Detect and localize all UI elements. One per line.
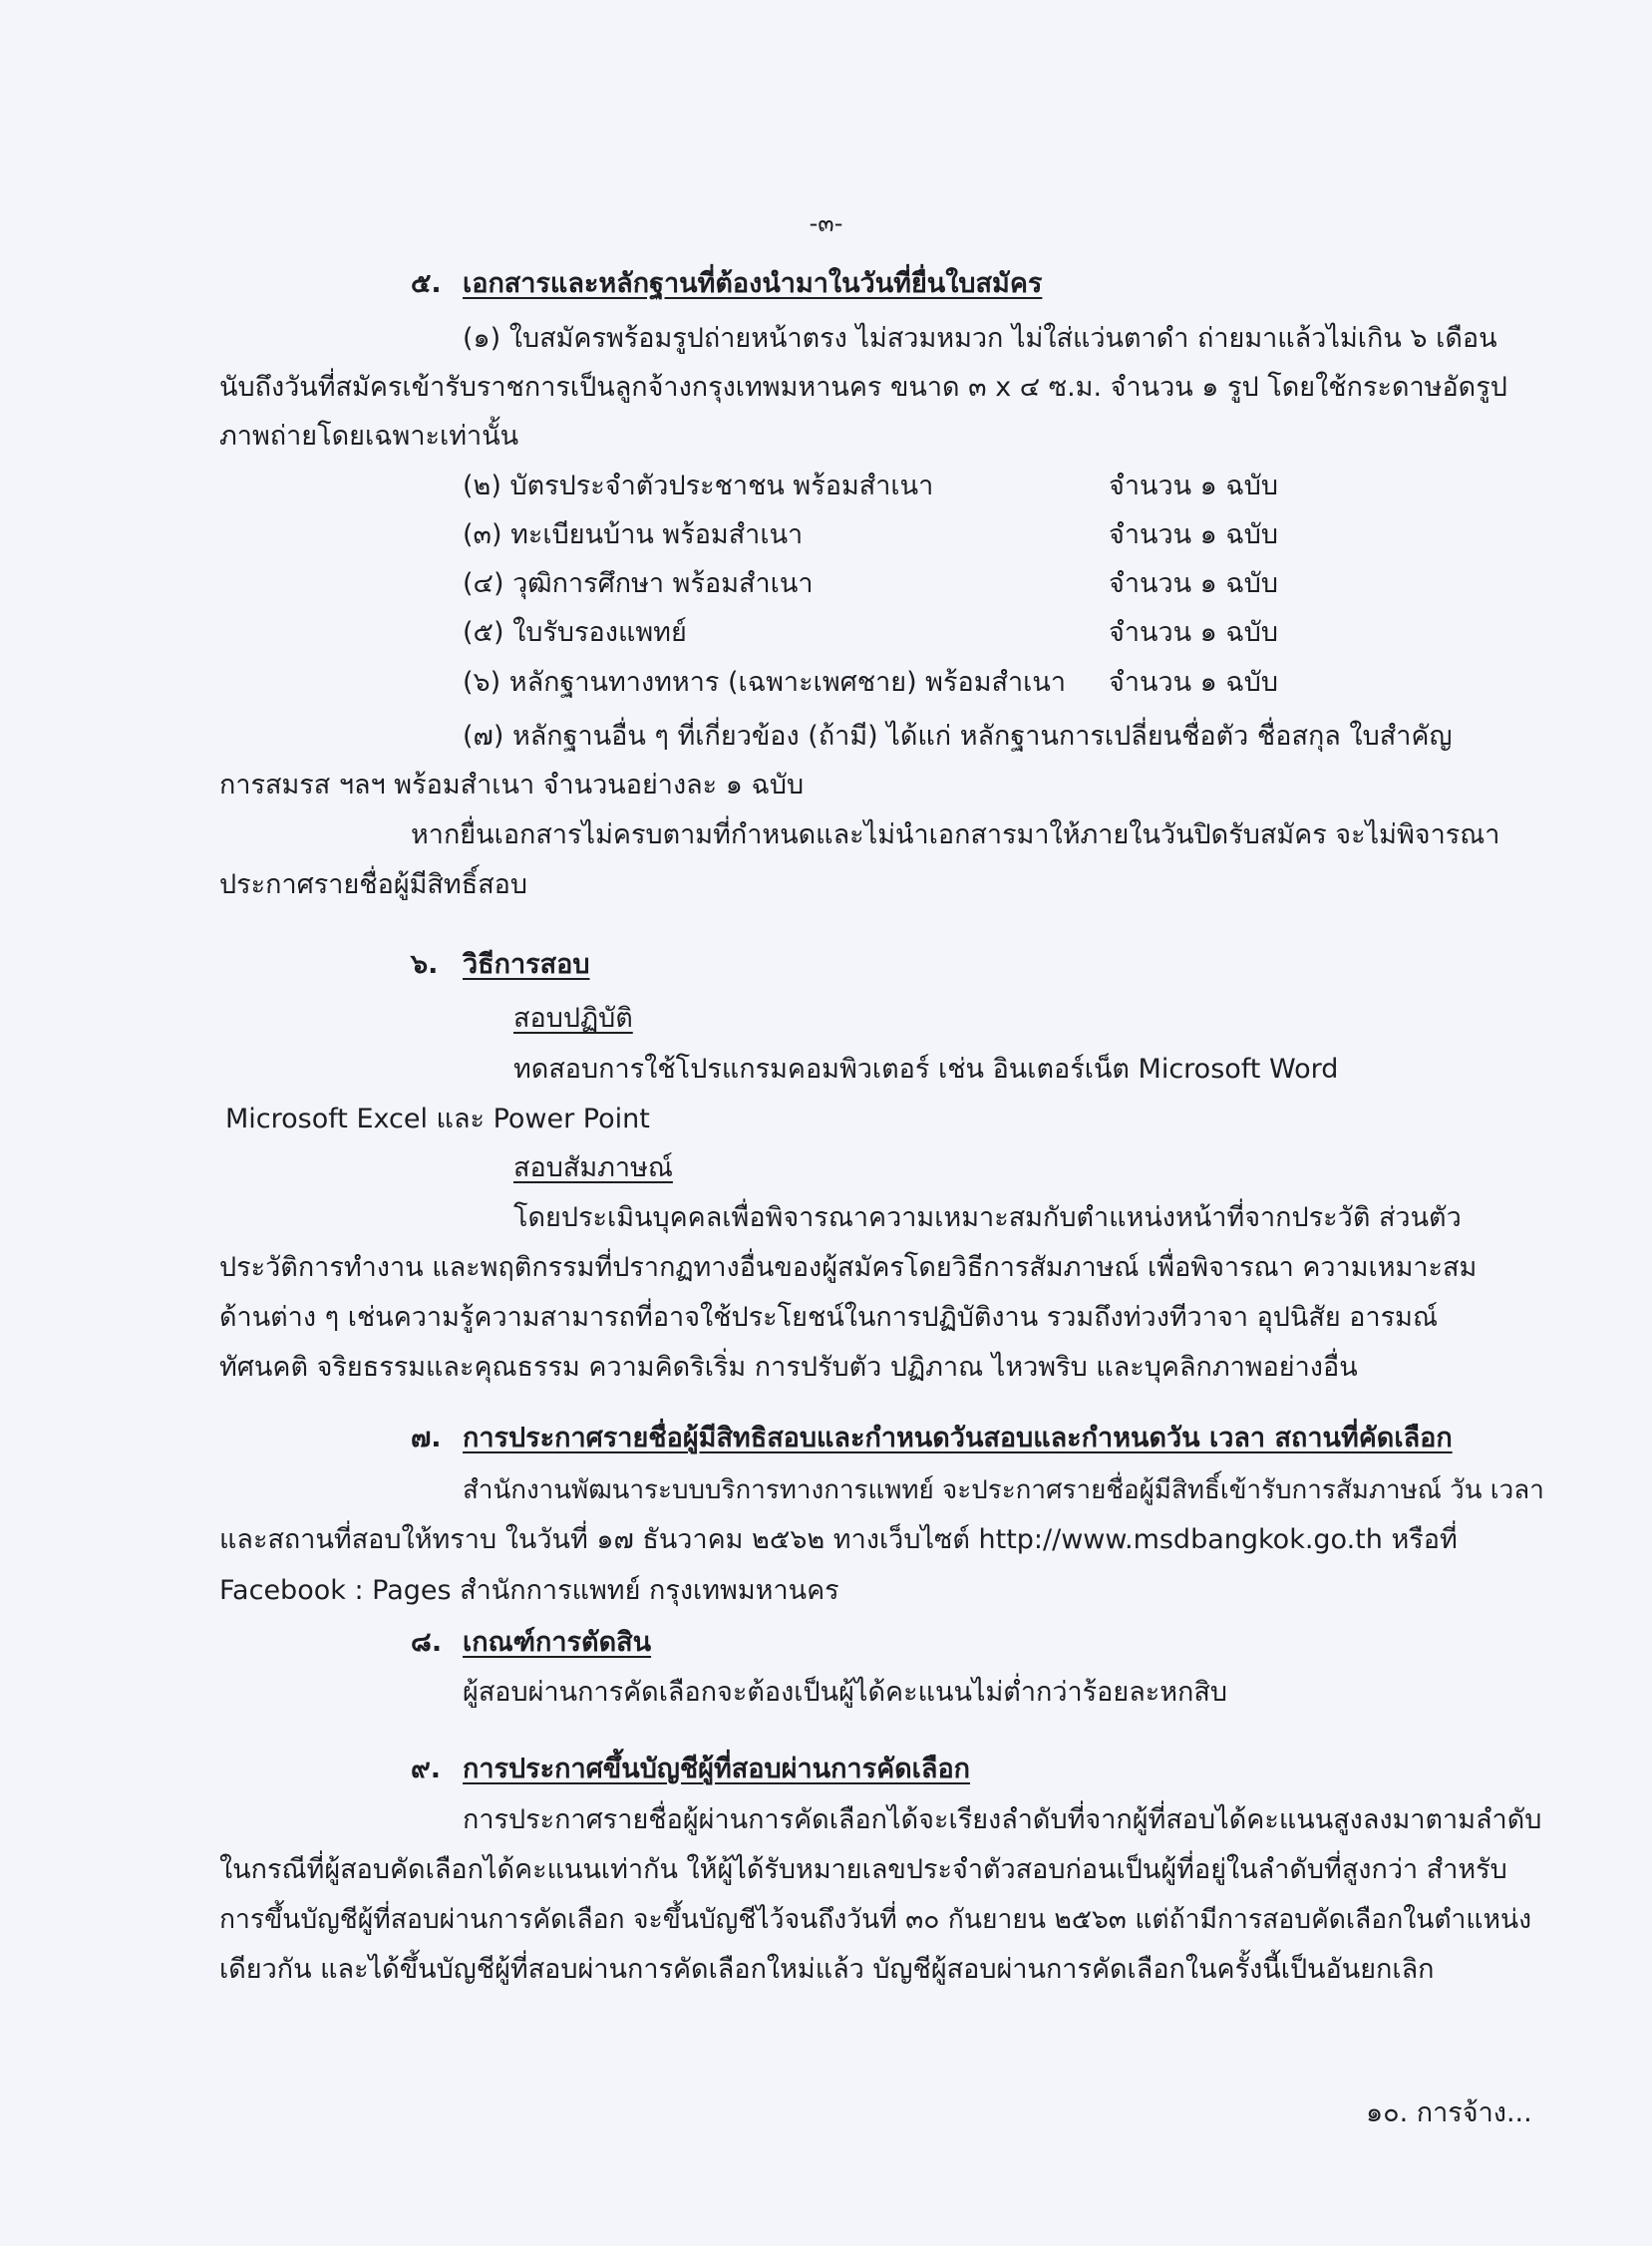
section-5-item-2-label: (๒) บัตรประจำตัวประชาชน พร้อมสำเนา — [463, 471, 934, 501]
practical-exam-line-2: Microsoft Excel และ Power Point — [225, 1104, 650, 1134]
practical-exam-title: สอบปฏิบัติ — [513, 1003, 633, 1034]
section-5-item-1-line-3: ภาพถ่ายโดยเฉพาะเท่านั้น — [219, 421, 519, 452]
section-9-line-4: เดียวกัน และได้ขึ้นบัญชีผู้ที่สอบผ่านการคัดเลือกใหม่แล้ว บัญชีผู้สอบผ่านการคัดเลือกในครั้งนี้เป็นอันยกเลิก — [219, 1954, 1435, 1985]
next-page-continuation: ๑๐. การจ้าง... — [1366, 2097, 1532, 2128]
interview-exam-line-4: ทัศนคติ จริยธรรมและคุณธรรม ความคิดริเริ่ม การปรับตัว ปฏิภาณ ไหวพริบ และบุคลิกภาพอย่างอื่น — [219, 1352, 1358, 1383]
interview-exam-title: สอบสัมภาษณ์ — [513, 1152, 673, 1183]
section-5-item-3-label: (๓) ทะเบียนบ้าน พร้อมสำเนา — [463, 519, 804, 550]
section-8-number: ๘. — [411, 1627, 443, 1658]
section-9-number: ๙. — [411, 1754, 442, 1784]
interview-exam-line-3: ด้านต่าง ๆ เช่นความรู้ความสามารถที่อาจใช้ประโยชน์ในการปฏิบัติงาน รวมถึงท่วงทีวาจา อุปนิสัย อารมณ์ — [219, 1302, 1438, 1333]
section-6-title: วิธีการสอบ — [463, 949, 590, 980]
section-5-number: ๕. — [411, 268, 442, 299]
section-5-item-5-label: (๕) ใบรับรองแพทย์ — [463, 617, 687, 648]
section-5-item-5-qty: จำนวน ๑ ฉบับ — [1109, 617, 1279, 648]
section-7-number: ๗. — [411, 1423, 442, 1453]
section-9-line-3: การขึ้นบัญชีผู้ที่สอบผ่านการคัดเลือก จะขึ้นบัญชีไว้จนถึงวันที่ ๓๐ กันยายน ๒๕๖๓ แต่ถ้ามีการสอบคัดเลือกในตำแหน่ง — [219, 1904, 1532, 1935]
section-5-item-2-qty: จำนวน ๑ ฉบับ — [1109, 471, 1279, 501]
section-7-title: การประกาศรายชื่อผู้มีสิทธิสอบและกำหนดวันสอบและกำหนดวัน เวลา สถานที่คัดเลือก — [463, 1423, 1453, 1453]
section-5-note-line-1: หากยื่นเอกสารไม่ครบตามที่กำหนดและไม่นำเอกสารมาให้ภายในวันปิดรับสมัคร จะไม่พิจารณา — [411, 819, 1500, 850]
section-6-number: ๖. — [411, 949, 439, 980]
section-7-line-1: สำนักงานพัฒนาระบบบริการทางการแพทย์ จะประกาศรายชื่อผู้มีสิทธิ์เข้ารับการสัมภาษณ์ วัน เวลา — [463, 1475, 1544, 1505]
section-7-line-2: และสถานที่สอบให้ทราบ ในวันที่ ๑๗ ธันวาคม ๒๕๖๒ ทางเว็บไซต์ http://www.msdbangkok.go.th หรือที่ — [219, 1524, 1458, 1555]
page-number: -๓- — [809, 209, 843, 237]
section-8-line-1: ผู้สอบผ่านการคัดเลือกจะต้องเป็นผู้ได้คะแนนไม่ต่ำกว่าร้อยละหกสิบ — [463, 1677, 1228, 1708]
section-5-item-6-qty: จำนวน ๑ ฉบับ — [1109, 667, 1279, 698]
section-9-line-1: การประกาศรายชื่อผู้ผ่านการคัดเลือกได้จะเรียงลำดับที่จากผู้ที่สอบได้คะแนนสูงลงมาตามลำดับ — [463, 1804, 1542, 1835]
section-5-item-4-label: (๔) วุฒิการศึกษา พร้อมสำเนา — [463, 568, 814, 599]
section-7-line-3: Facebook : Pages สำนักการแพทย์ กรุงเทพมหานคร — [219, 1575, 839, 1606]
section-5-item-7-line-1: (๗) หลักฐานอื่น ๆ ที่เกี่ยวข้อง (ถ้ามี) ได้แก่ หลักฐานการเปลี่ยนชื่อตัว ชื่อสกุล ใบสำคัญ — [463, 721, 1453, 752]
section-5-item-3-qty: จำนวน ๑ ฉบับ — [1109, 519, 1279, 550]
section-5-item-7-line-2: การสมรส ฯลฯ พร้อมสำเนา จำนวนอย่างละ ๑ ฉบับ — [219, 770, 805, 801]
section-5-item-1-line-2: นับถึงวันที่สมัครเข้ารับราชการเป็นลูกจ้างกรุงเทพมหานคร ขนาด ๓ x ๔ ซ.ม. จำนวน ๑ รูป โดยใช้กระดาษอัดรูป — [219, 372, 1507, 403]
section-5-title: เอกสารและหลักฐานที่ต้องนำมาในวันที่ยื่นใบสมัคร — [463, 268, 1043, 299]
section-5-item-1-line-1: (๑) ใบสมัครพร้อมรูปถ่ายหน้าตรง ไม่สวมหมวก ไม่ใส่แว่นตาดำ ถ่ายมาแล้วไม่เกิน ๖ เดือน — [463, 323, 1497, 354]
practical-exam-line-1: ทดสอบการใช้โปรแกรมคอมพิวเตอร์ เช่น อินเตอร์เน็ต Microsoft Word — [513, 1054, 1339, 1085]
section-8-title: เกณฑ์การตัดสิน — [463, 1627, 652, 1658]
section-5-note-line-2: ประกาศรายชื่อผู้มีสิทธิ์สอบ — [219, 869, 528, 900]
section-9-title: การประกาศขึ้นบัญชีผู้ที่สอบผ่านการคัดเลือก — [463, 1754, 971, 1784]
interview-exam-line-1: โดยประเมินบุคคลเพื่อพิจารณาความเหมาะสมกับตำแหน่งหน้าที่จากประวัติ ส่วนตัว — [513, 1202, 1462, 1233]
section-5-item-6-label: (๖) หลักฐานทางทหาร (เฉพาะเพศชาย) พร้อมสำเนา — [463, 667, 1066, 698]
section-9-line-2: ในกรณีที่ผู้สอบคัดเลือกได้คะแนนเท่ากัน ให้ผู้ได้รับหมายเลขประจำตัวสอบก่อนเป็นผู้ที่อยู่ในลำดับที่สูงกว่า สำหรับ — [219, 1854, 1507, 1885]
section-5-item-4-qty: จำนวน ๑ ฉบับ — [1109, 568, 1279, 599]
interview-exam-line-2: ประวัติการทำงาน และพฤติกรรมที่ปรากฏทางอื่นของผู้สมัครโดยวิธีการสัมภาษณ์ เพื่อพิจารณา ความเหมาะสม — [219, 1252, 1478, 1283]
